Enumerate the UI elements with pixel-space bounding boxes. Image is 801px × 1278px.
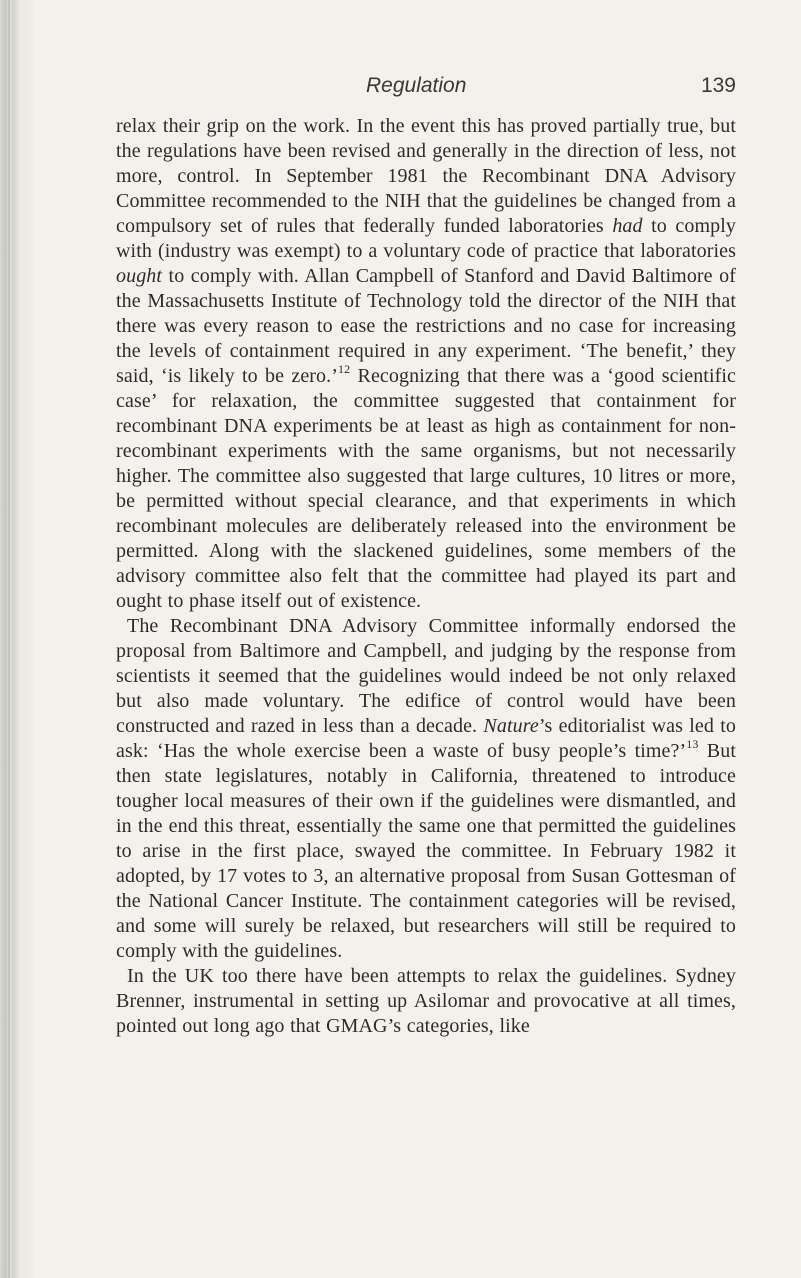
text-run: ’s editorialist was led to ask: ‘Has the whole exercise been a waste of busy people’s time?’	[116, 715, 737, 762]
page-number: 139	[700, 74, 736, 97]
italic-text: had	[612, 215, 643, 237]
paragraph	[116, 964, 736, 1039]
chapter-title: Regulation	[366, 74, 467, 97]
text-run: In the UK too there have been attempts to relax the guidelines. Sydney Brenner, instrumental in setting up Asilomar and provocative at all times, pointed out long ago that GMAG’s categories, like	[116, 965, 736, 1037]
footnote-ref: 13	[686, 737, 699, 751]
book-gutter	[0, 0, 34, 1278]
text-run: But then state legislatures, notably in California, threatened to introduce tougher local measures of their own if the guidelines were dismantled, and in the end this threat, essentially the same one that permitted the guidelines to arise in the first place, swayed the committee. In February 1982 it adopted, by 17 votes to 3, an alternative proposal from Susan Gottesman of the National Cancer Institute. The containment categories will be revised, and some will surely be relaxed, but researchers will still be required to comply with the guidelines.	[116, 740, 737, 962]
italic-text: Nature	[483, 715, 539, 737]
text-run: The Recombinant DNA Advisory Committee informally endorsed the proposal from Baltimore and Campbell, and judging by the response from scientists it seemed that the guidelines would indeed be not only relaxed but also made voluntary. The edifice of control would have been constructed and razed in less than a decade.	[116, 615, 736, 737]
text-run: to comply with (industry was exempt) to a voluntary code of practice that laboratories	[116, 215, 736, 262]
binding-line	[8, 0, 10, 1278]
book-page	[116, 74, 736, 1039]
italic-text: ought	[116, 265, 163, 287]
running-head	[116, 74, 736, 114]
body-text	[116, 114, 736, 1039]
paragraph	[116, 614, 736, 964]
text-run: relax their grip on the work. In the event this has proved partially true, but the regulations have been revised and generally in the direction of less, not more, control. In September 1981 the Recombinant DNA Advisory Committee recommended to the NIH that the guidelines be changed from a compulsory set of rules that federally funded laboratories	[116, 115, 736, 237]
text-run: Recognizing that there was a ‘good scientific case’ for relaxation, the committee suggested that containment for recombinant DNA experiments be at least as high as containment for non-recombinant experiments with the same organisms, but not necessarily higher. The committee also suggested that large cultures, 10 litres or more, be permitted without special clearance, and that experiments in which recombinant molecules are deliberately released into the environment be permitted. Along with the slackened guidelines, some members of the advisory committee also felt that the committee had played its part and ought to phase itself out of existence.	[116, 365, 737, 612]
text-run: to comply with. Allan Campbell of Stanford and David Baltimore of the Massachusetts Institute of Technology told the director of the NIH that there was every reason to ease the restrictions and no case for increasing the levels of containment required in any experiment. ‘The benefit,’ they said, ‘is likely to be zero.’	[116, 265, 736, 387]
paragraph	[116, 114, 736, 614]
footnote-ref: 12	[338, 362, 351, 376]
